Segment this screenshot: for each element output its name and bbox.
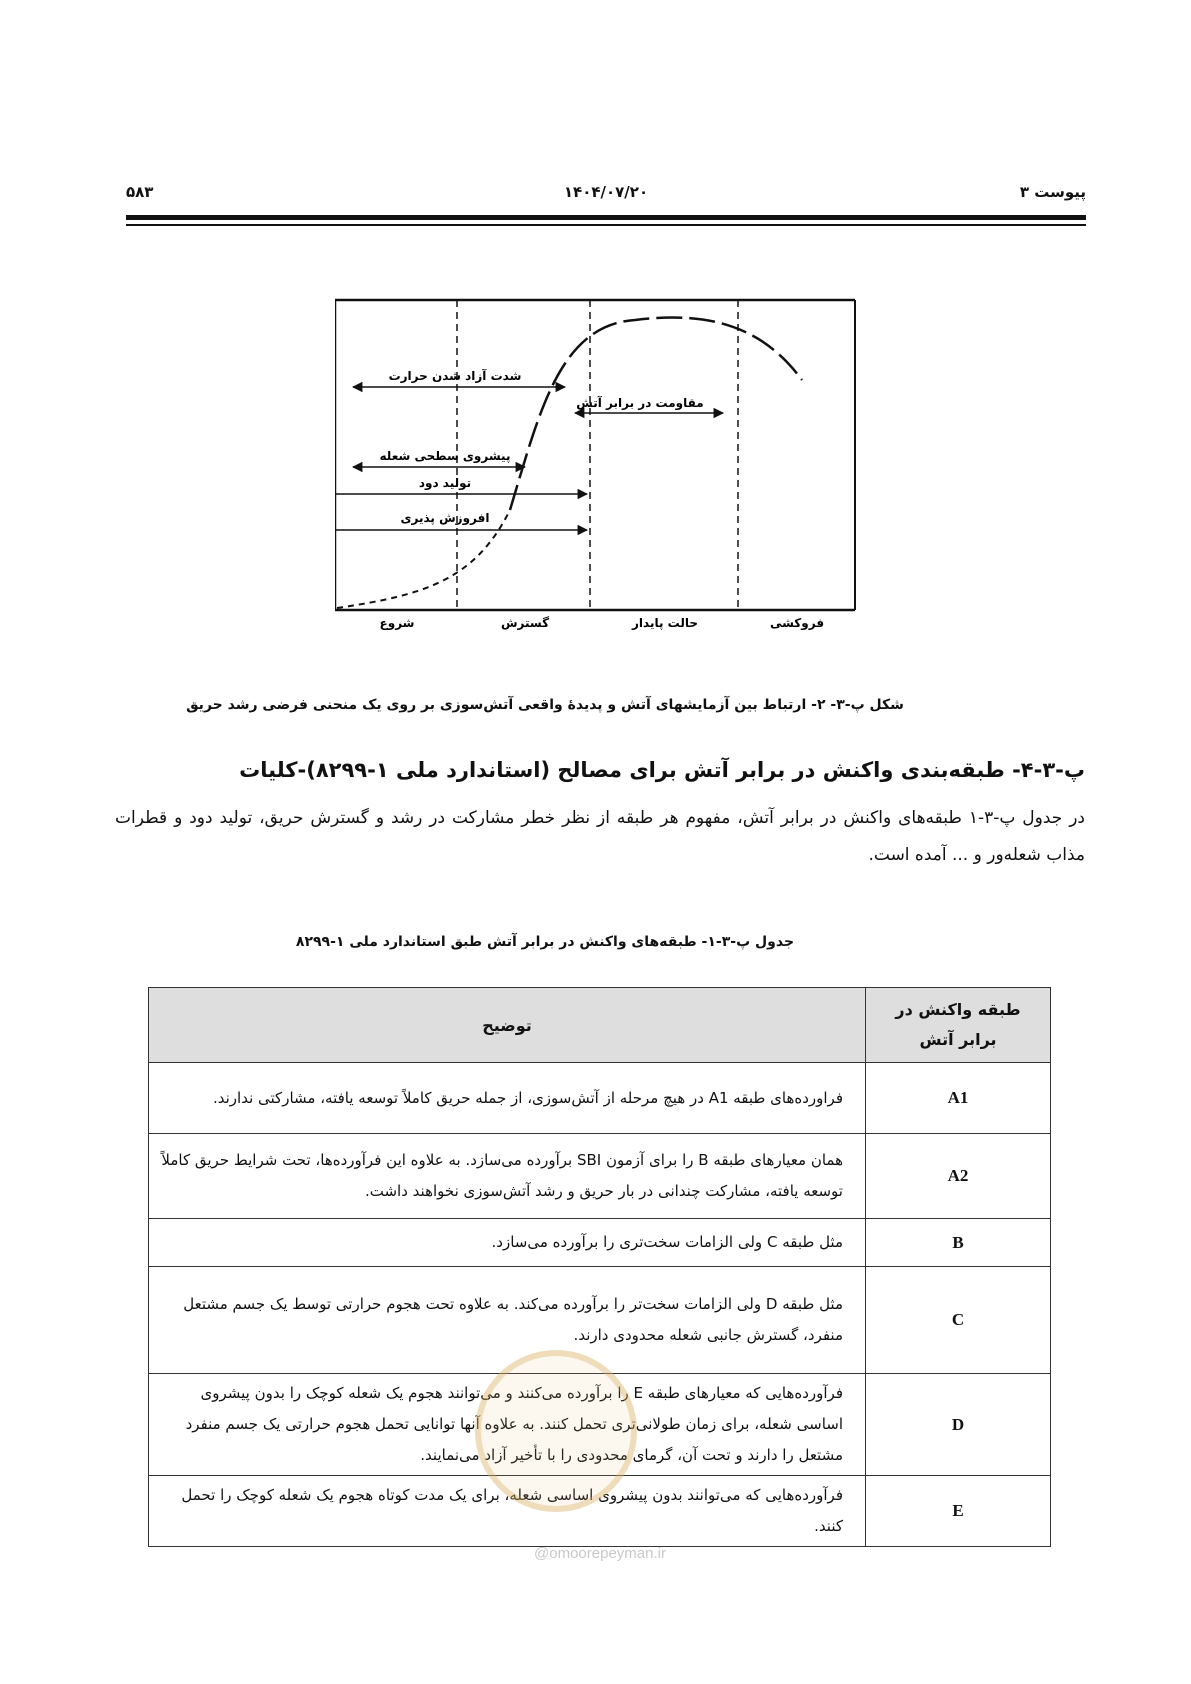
stage-label-growth: گسترش bbox=[500, 616, 550, 630]
row-description: مثل طبقه C ولی الزامات سخت‌تری را برآورده می‌سازد. bbox=[149, 1219, 866, 1267]
table-row bbox=[149, 1267, 1051, 1374]
fire-growth-curve-figure bbox=[335, 290, 875, 630]
table-row bbox=[149, 1134, 1051, 1219]
header-page-number: ۵۸۳ bbox=[126, 183, 154, 201]
header-rule-thin bbox=[126, 224, 1086, 226]
row-description: فراورده‌های طبقه A1 در هیچ مرحله از آتش‌سوزی، از جمله حریق کاملاً توسعه یافته، مشارکتی ندارند. bbox=[149, 1063, 866, 1134]
watermark-text: @omoorepeyman.ir bbox=[534, 1545, 666, 1562]
section-heading: پ-۳-۴- طبقه‌بندی واکنش در برابر آتش برای مصالح (استاندارد ملی ۱-۸۲۹۹)-کلیات bbox=[239, 758, 1085, 782]
watermark-seal bbox=[475, 1350, 637, 1512]
row-class: E bbox=[866, 1476, 1051, 1547]
header-date: ۱۴۰۴/۰۷/۲۰ bbox=[563, 183, 649, 201]
stage-label-start: شروع bbox=[379, 616, 415, 630]
row-description: مثل طبقه D ولی الزامات سخت‌تر را برآورده می‌کند. به علاوه تحت هجوم حرارتی توسط یک جسم مشتعل منفرد، گسترش جانبی شعله محدودی دارند. bbox=[149, 1267, 866, 1374]
row-class: A2 bbox=[866, 1134, 1051, 1219]
ignitability-label: افروزش پذیری bbox=[400, 511, 490, 525]
row-description: فرآورده‌هایی که می‌توانند بدون پیشروی اساسی شعله، برای یک مدت کوتاه هجوم یک شعله کوچک را تحمل کنند. bbox=[149, 1476, 866, 1547]
header-description: توضیح bbox=[149, 988, 866, 1063]
smoke-label: تولید دود bbox=[418, 476, 472, 490]
stage-label-decay: فروکشی bbox=[769, 616, 825, 630]
table-row bbox=[149, 1063, 1051, 1134]
header-section-label: پیوست ۳ bbox=[1019, 183, 1086, 201]
row-class: D bbox=[866, 1374, 1051, 1476]
table-header-row bbox=[149, 988, 1051, 1063]
row-description: همان معیارهای طبقه B را برای آزمون SBI برآورده می‌سازد. به علاوه این فرآورده‌ها، تحت شرایط حریق کاملاً توسعه یافته، مشارکت چندانی در بار حریق و رشد آتش‌سوزی نخواهند داشت. bbox=[149, 1134, 866, 1219]
header-class: طبقه واکنش در برابر آتش bbox=[866, 988, 1051, 1063]
heat-release-label: شدت آزاد شدن حرارت bbox=[388, 369, 522, 383]
row-class: C bbox=[866, 1267, 1051, 1374]
stage-label-steady: حالت پایدار bbox=[631, 616, 699, 630]
table-row bbox=[149, 1219, 1051, 1267]
row-class: B bbox=[866, 1219, 1051, 1267]
row-class: A1 bbox=[866, 1063, 1051, 1134]
figure-caption: شکل پ-۳- ۲- ارتباط بین آزمایشهای آتش و پدیدهٔ واقعی آتش‌سوزی بر روی یک منحنی فرضی رشد حریق bbox=[186, 697, 904, 713]
section-paragraph: در جدول پ-۳-۱ طبقه‌های واکنش در برابر آتش، مفهوم هر طبقه از نظر خطر مشارکت در رشد و گسترش حریق، تولید دود و قطرات مذاب شعله‌ور و ... آمده است. bbox=[115, 808, 1086, 865]
flame-spread-label: پیشروی سطحی شعله bbox=[379, 449, 511, 463]
row-description: فرآورده‌هایی که معیارهای طبقه E را برآورده می‌کنند و می‌توانند هجوم یک شعله کوچک را بدون پیشروی اساسی شعله، برای زمان طولانی‌تری تحمل کنند. به علاوه آنها توانایی تحمل هجوم حرارتی یک جسم منفرد مشتعل را دارند و تحت آن، گرمای محدودی را با تأخیر آزاد می‌نمایند. bbox=[149, 1374, 866, 1476]
fire-resistance-label: مقاومت در برابر آتش bbox=[576, 396, 704, 410]
page-header bbox=[126, 180, 1086, 204]
table-title: جدول پ-۳-۱- طبقه‌های واکنش در برابر آتش طبق استاندارد ملی ۱-۸۲۹۹ bbox=[295, 934, 795, 950]
header-rule-thick bbox=[126, 215, 1086, 220]
